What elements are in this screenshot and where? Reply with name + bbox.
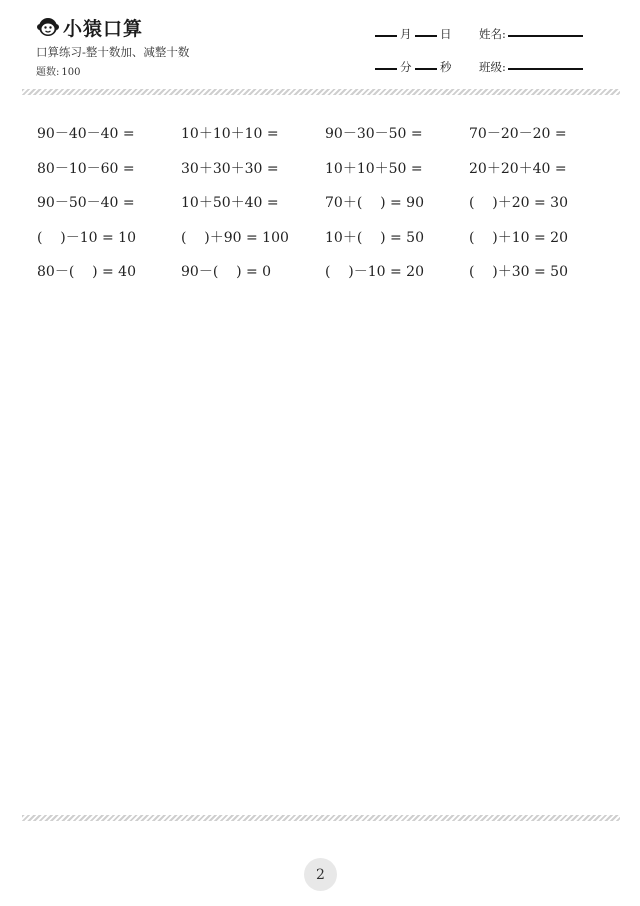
name-label: 姓名: bbox=[479, 27, 506, 41]
problem-item: ( )＋30 = 50 bbox=[469, 264, 568, 280]
problem-item: ( )－10 = 20 bbox=[325, 264, 424, 280]
problem-item: 10＋10＋50 = bbox=[325, 161, 423, 177]
worksheet-title: 口算练习-整十数加、减整十数 bbox=[36, 45, 190, 59]
minute-label: 分 bbox=[400, 60, 412, 74]
problem-item: 10＋( ) = 50 bbox=[325, 230, 424, 246]
problem-item: 30＋30＋30 = bbox=[181, 161, 279, 177]
day-label: 日 bbox=[440, 27, 452, 41]
problem-item: 10＋50＋40 = bbox=[181, 195, 279, 211]
logo-text: 小猿口算 bbox=[63, 17, 144, 40]
problem-count-value: 100 bbox=[61, 67, 81, 78]
problem-item: 90－40－40 = bbox=[37, 126, 135, 142]
name-blank[interactable] bbox=[508, 35, 583, 37]
problem-item: ( )＋90 = 100 bbox=[181, 230, 289, 246]
problem-count bbox=[36, 63, 80, 78]
second-label: 秒 bbox=[440, 60, 452, 74]
problem-item: ( )＋10 = 20 bbox=[469, 230, 568, 246]
app-logo bbox=[36, 14, 143, 40]
class-blank[interactable] bbox=[508, 68, 583, 70]
problem-count-label: 题数: bbox=[36, 67, 60, 78]
problem-item: 10＋10＋10 = bbox=[181, 126, 279, 142]
problem-item: 90－30－50 = bbox=[325, 126, 423, 142]
monkey-logo-icon bbox=[36, 15, 60, 39]
problem-item: 20＋20＋40 = bbox=[469, 161, 567, 177]
top-divider bbox=[22, 89, 620, 95]
problem-item: 80－( ) = 40 bbox=[37, 264, 136, 280]
day-blank[interactable] bbox=[415, 35, 437, 37]
month-label: 月 bbox=[400, 27, 412, 41]
problem-item: 90－( ) = 0 bbox=[181, 264, 272, 280]
class-label: 班级: bbox=[479, 60, 506, 74]
bottom-divider bbox=[22, 815, 620, 821]
problem-item: ( )－10 = 10 bbox=[37, 230, 136, 246]
problem-item: 90－50－40 = bbox=[37, 195, 135, 211]
minute-blank[interactable] bbox=[375, 68, 397, 70]
second-blank[interactable] bbox=[415, 68, 437, 70]
problem-item: 80－10－60 = bbox=[37, 161, 135, 177]
problem-item: 70＋( ) = 90 bbox=[325, 195, 424, 211]
problem-item: 70－20－20 = bbox=[469, 126, 567, 142]
page-number: 2 bbox=[304, 858, 337, 891]
month-blank[interactable] bbox=[375, 35, 397, 37]
problem-item: ( )＋20 = 30 bbox=[469, 195, 568, 211]
